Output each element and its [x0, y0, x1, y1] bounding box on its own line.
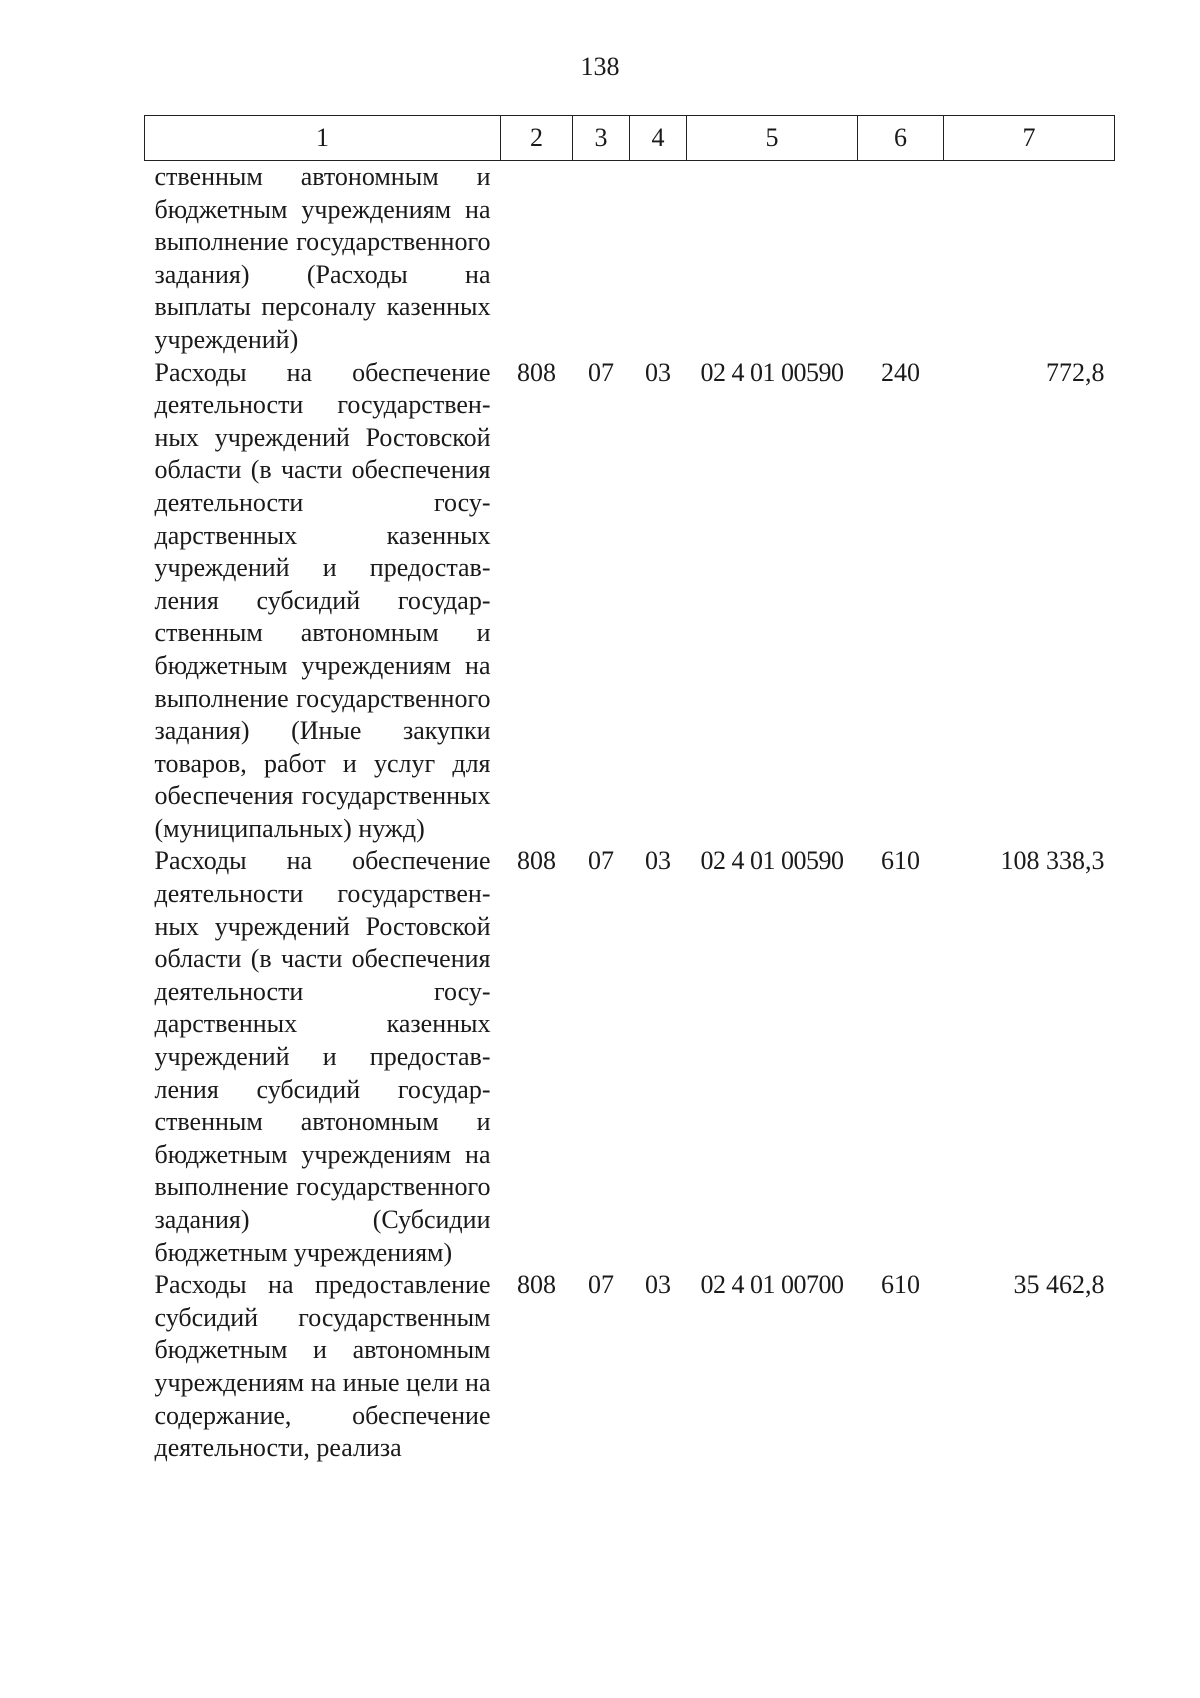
table-body [145, 161, 1115, 1465]
row-subsection-code: 03 [645, 1270, 671, 1300]
row-subsection-code: 03 [645, 846, 671, 876]
row-section-code: 07 [588, 357, 614, 387]
row-expense-type: 610 [881, 846, 920, 876]
header-row [145, 116, 1115, 161]
header-col-6: 6 [858, 116, 944, 161]
row-expense-type: 240 [881, 357, 920, 387]
row-target-article: 02 4 01 00590 [700, 846, 844, 876]
row-description: Расходы на обеспечение деятельности государственных учреждений Ростовской области (в части обеспечения деятельности государственных казенных учреждений и предоставления субсидий государственным автономным и бюджетным учреждениям на выполнение государственного задания) (Иные закупки товаров, работ и услуг для обеспечения государственных (муниципальных) нужд) [154, 357, 491, 843]
row-ministry-code: 808 [517, 846, 556, 876]
row-subsection-code: 03 [645, 357, 671, 387]
header-col-7: 7 [944, 116, 1115, 161]
row-section-code: 07 [588, 1270, 614, 1300]
header-col-5: 5 [687, 116, 858, 161]
empty-cell [573, 161, 630, 357]
row-description: Расходы на предоставление субсидий государственным бюджетным и автономным учреждениям на иные цели на содержание, обеспечение деятельности, реализа [154, 1270, 491, 1463]
empty-cell [687, 161, 858, 357]
empty-cell [858, 161, 944, 357]
row-target-article: 02 4 01 00700 [700, 1270, 844, 1300]
budget-table [144, 115, 1115, 1465]
table-row [145, 1269, 1115, 1465]
page-number: 138 [580, 52, 620, 81]
empty-cell [944, 161, 1115, 357]
table-row [145, 357, 1115, 846]
row-description: Расходы на обеспечение деятельности государственных учреждений Ростовской области (в части обеспечения деятельности государственных казенных учреждений и предоставления субсидий государственным автономным и бюджетным учреждениям на выполнение государственного задания) (Субсидии бюджетным учреждениям) [154, 846, 491, 1267]
row-section-code: 07 [588, 846, 614, 876]
table-row [145, 845, 1115, 1269]
empty-cell [630, 161, 687, 357]
header-col-3: 3 [573, 116, 630, 161]
empty-cell [501, 161, 573, 357]
row-expense-type: 610 [881, 1270, 920, 1300]
row-ministry-code: 808 [517, 357, 556, 387]
row-description: ственным автономным и бюджетным учреждениям на выполнение государственного задания) (Расходы на выплаты персоналу казенных учреждений) [154, 162, 491, 354]
row-amount: 35 462,8 [1013, 1270, 1105, 1300]
row-target-article: 02 4 01 00590 [700, 357, 844, 387]
table-row-continuation [145, 161, 1115, 357]
table-header [145, 116, 1115, 161]
row-amount: 108 338,3 [1000, 846, 1105, 876]
header-col-4: 4 [630, 116, 687, 161]
header-col-1: 1 [145, 116, 501, 161]
header-col-2: 2 [501, 116, 573, 161]
row-ministry-code: 808 [517, 1270, 556, 1300]
row-amount: 772,8 [1046, 357, 1105, 387]
